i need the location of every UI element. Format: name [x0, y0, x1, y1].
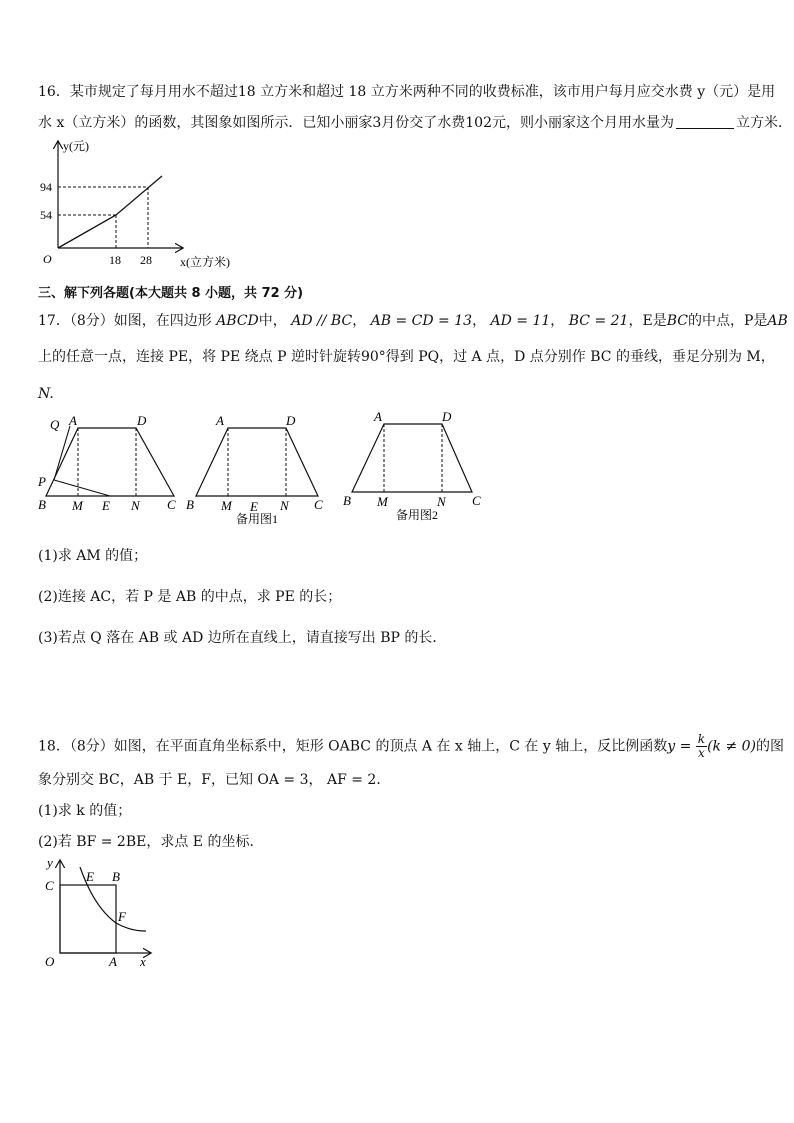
q17-sub3: (3)若点 Q 落在 AB 或 AD 边所在直线上，请直接写出 BP 的长． [38, 630, 447, 646]
q17-label-M: M [72, 498, 83, 513]
q17-main-figure [32, 410, 182, 515]
q18-func-cond: (k ≠ 0) [707, 738, 757, 755]
q17-label-C: C [167, 497, 176, 512]
q18-label-A: A [109, 954, 117, 969]
q16-x-label: x(立方米) [180, 255, 230, 269]
q17-line1-c: E是 [642, 313, 667, 329]
q16-answer-blank[interactable] [676, 114, 734, 129]
q17-label-B: B [38, 497, 46, 512]
q18-label-y: y [47, 855, 53, 870]
q17-label-Q: Q [50, 417, 60, 432]
q17-text-line1: 17．（8分）如图，在四边形 ABCD中， AD // BC， AB = CD = 13， AD = 11， BC = 21，E是BC的中点，P是AB [38, 313, 788, 329]
q17-spare2-label-D: D [442, 409, 452, 424]
q16-y-label: y(元) [63, 139, 89, 153]
q17-caption-2: 备用图2 [396, 508, 439, 522]
q16-graph [30, 138, 260, 273]
q17-spare2-label-N: N [437, 494, 446, 509]
q17-cond3: AD = 11 [490, 313, 551, 329]
q17-pq [54, 426, 70, 480]
q17-label-P: P [38, 474, 46, 489]
q18-line1-a: 18．（8分）如图，在平面直角坐标系中，矩形 OABC 的顶点 A 在 x 轴上，C 在 y 轴上，反比例函数 [38, 738, 668, 755]
q17-spare1-label-C: C [314, 497, 323, 512]
q18-func-den: x [698, 746, 705, 760]
q17-spare1-label-N: N [280, 498, 289, 513]
q16-text-line2-after: 立方米． [735, 115, 792, 131]
q18-func-fraction [696, 733, 707, 760]
q17-line1-d: 的中点，P是 [687, 313, 768, 329]
q18-label-B: B [112, 869, 120, 884]
q16-xtick-28: 28 [140, 253, 152, 267]
q16-xtick-18: 18 [109, 253, 121, 267]
q18-func-num: k [697, 732, 706, 746]
q17-spare2-trapezoid [352, 424, 472, 492]
q17-spare2-label-M: M [377, 494, 388, 509]
q18-text-line2: 象分别交 BC，AB 于 E，F，已知 OA = 3， AF = 2． [38, 772, 391, 788]
q18-label-O: O [45, 954, 55, 969]
q17-ab: AB [767, 313, 788, 329]
q18-label-F: F [118, 909, 126, 924]
q18-sub1: (1)求 k 的值； [38, 803, 132, 819]
q17-pe [54, 480, 110, 496]
q17-label-D: D [137, 413, 147, 428]
q17-line1-b: 中， [258, 313, 287, 329]
q17-text-line2: 上的任意一点，连接 PE，将 PE 绕点 P 逆时针旋转90°得到 PQ，过 A 点，D 点分别作 BC 的垂线，垂足分别为 M， [38, 349, 775, 365]
q16-ytick-94: 94 [40, 180, 52, 194]
q17-cond1: AD // BC [291, 313, 353, 329]
q17-cond4: BC = 21 [568, 313, 629, 329]
q17-spare1-label-E: E [250, 499, 258, 514]
q17-text-line3: N. [38, 386, 54, 402]
q17-spare-figure-1 [186, 410, 336, 528]
q16-ytick-54: 54 [40, 208, 52, 222]
q18-sub2: (2)若 BF = 2BE，求点 E 的坐标． [38, 834, 264, 850]
q17-spare1-label-A: A [216, 413, 224, 428]
q17-trapezoid [46, 428, 174, 496]
q17-spare2-label-A: A [374, 409, 382, 424]
q18-line1-b: 的图 [756, 738, 785, 755]
q16-text-line2 [38, 113, 792, 133]
q18-label-x: x [140, 954, 146, 969]
q17-bc: BC [666, 313, 688, 329]
q17-label-N: N [131, 498, 140, 513]
section3-heading: 三、解下列各题(本大题共 8 小题，共 72 分) [38, 286, 304, 301]
q18-func-lhs: y = [667, 738, 692, 755]
q17-caption-1: 备用图1 [236, 512, 279, 526]
q17-cond2: AB = CD = 13 [370, 313, 473, 329]
q17-spare1-label-M: M [221, 498, 232, 513]
q18-figure [38, 855, 168, 975]
q17-spare1-trapezoid [196, 428, 318, 496]
q18-rectangle [60, 885, 116, 953]
q17-spare1-label-B: B [186, 497, 194, 512]
q17-line1-a: 17．（8分）如图，在四边形 [38, 313, 212, 329]
q18-label-C: C [45, 878, 54, 893]
q17-label-A: A [69, 413, 77, 428]
q17-sub2: (2)连接 AC，若 P 是 AB 的中点，求 PE 的长； [38, 589, 342, 605]
q18-text-line1 [38, 733, 784, 760]
q17-spare2-label-C: C [472, 493, 481, 508]
q16-text-line2-before: 水 x（立方米）的函数，其图象如图所示．已知小丽家3月份交了水费102元，则小丽家这个月用水量为 [38, 115, 674, 131]
q17-sub1: (1)求 AM 的值； [38, 548, 148, 564]
q17-spare1-label-D: D [286, 413, 296, 428]
q16-text-line1: 16．某市规定了每月用水不超过18 立方米和超过 18 立方米两种不同的收费标准，该市用户每月应交水费 y（元）是用 [38, 84, 776, 100]
q17-quad: ABCD [216, 313, 259, 329]
q16-origin: O [43, 252, 52, 266]
q17-spare2-label-B: B [343, 493, 351, 508]
q18-label-E: E [86, 869, 94, 884]
q17-label-E: E [102, 498, 110, 513]
q17-spare-figure-2 [340, 406, 490, 524]
